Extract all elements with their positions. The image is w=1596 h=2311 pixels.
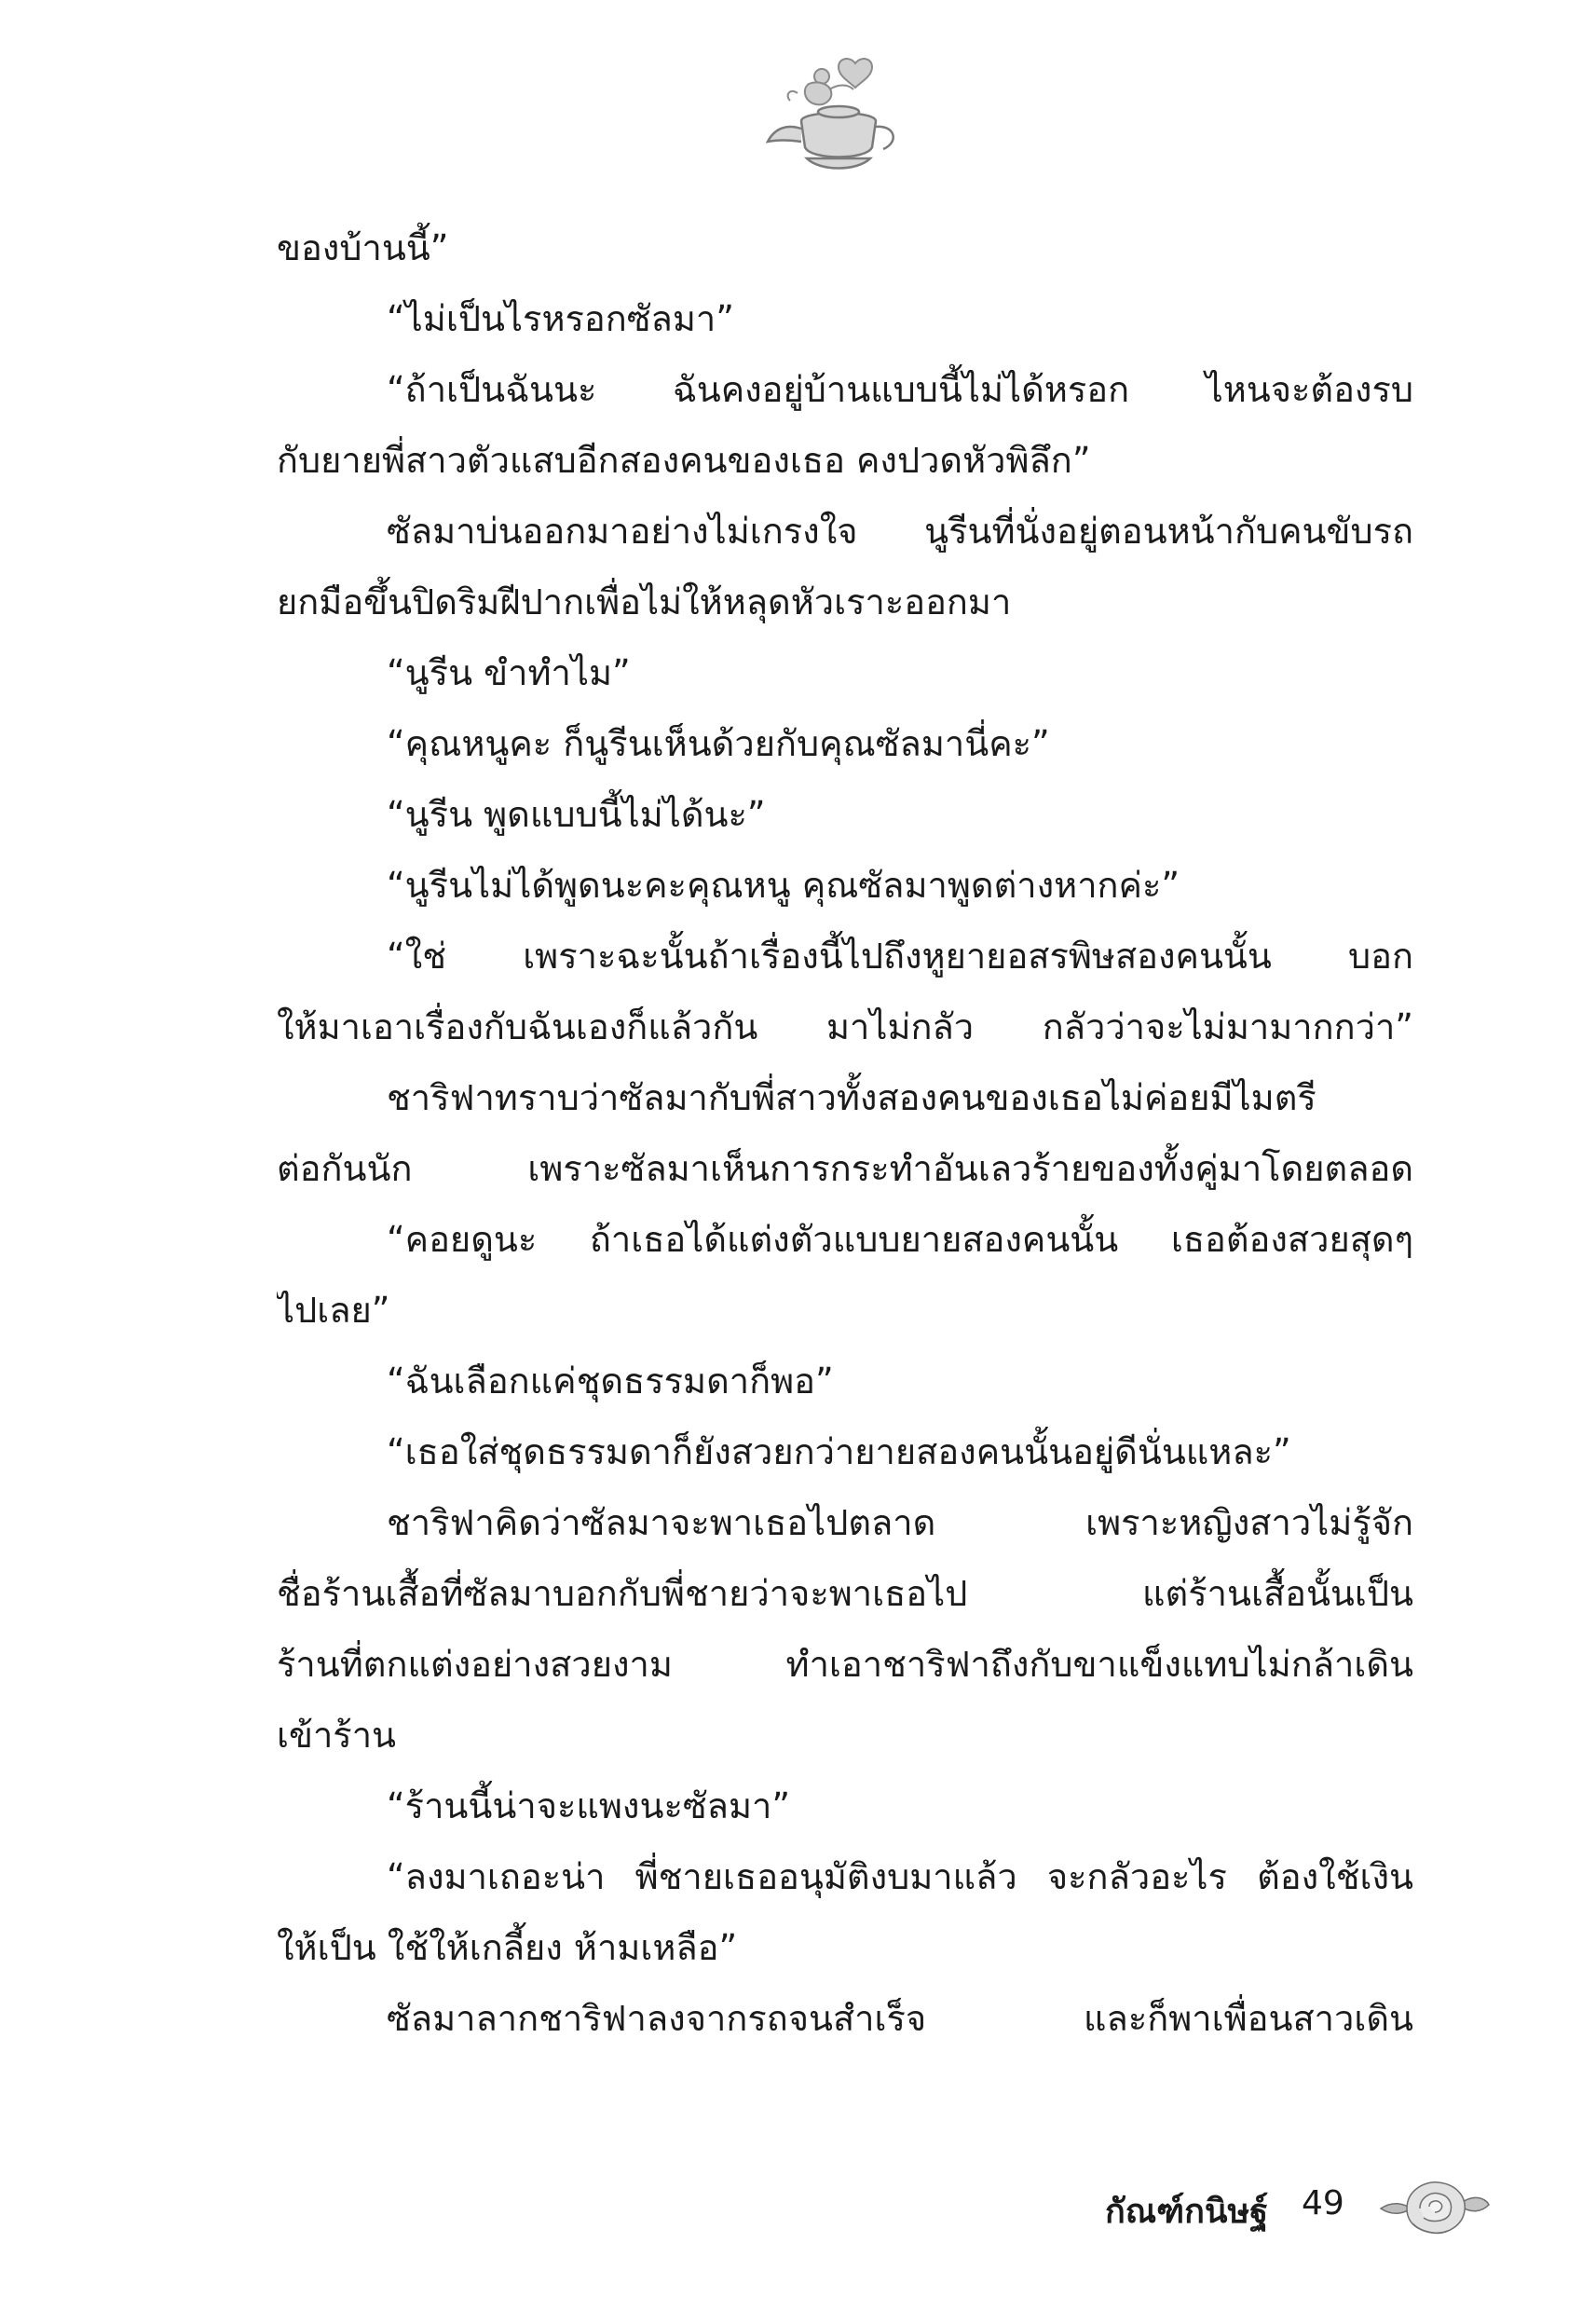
text-line: “เธอใส่ชุดธรรมดาก็ยังสวยกว่ายายสองคนนั้นอยู่ดีนั่นแหละ” xyxy=(387,1431,1291,1472)
text-line: ร้านที่ตกแต่งอย่างสวยงาม ทำเอาชาริฟาถึงกับขาแข็งแทบไม่กล้าเดิน xyxy=(277,1644,1413,1685)
text-line: ไปเลย” xyxy=(277,1290,390,1331)
text-line: ต่อกันนัก เพราะซัลมาเห็นการกระทำอันเลวร้ายของทั้งคู่มาโดยตลอด xyxy=(277,1148,1413,1189)
text-line: ให้เป็น ใช้ให้เกลี้ยง ห้ามเหลือ” xyxy=(277,1927,738,1968)
text-line: ซัลมาลากชาริฟาลงจากรถจนสำเร็จ และก็พาเพื่อนสาวเดิน xyxy=(387,1998,1413,2039)
text-line: “ใช่ เพราะฉะนั้นถ้าเรื่องนี้ไปถึงหูยายอสรพิษสองคนนั้น บอก xyxy=(387,936,1413,977)
text-line: “นูรีน ขำทำไม” xyxy=(387,652,631,693)
page-number: 49 xyxy=(1302,2184,1344,2222)
text-line: เข้าร้าน xyxy=(277,1715,397,1756)
text-line: “ลงมาเถอะน่า พี่ชายเธออนุมัติงบมาแล้ว จะกลัวอะไร ต้องใช้เงิน xyxy=(387,1856,1413,1897)
page-footer xyxy=(1071,2171,1500,2246)
body-text xyxy=(277,212,1413,2054)
text-line: “นูรีนไม่ได้พูดนะคะคุณหนู คุณซัลมาพูดต่างหากค่ะ” xyxy=(387,865,1180,906)
text-line: ซัลมาบ่นออกมาอย่างไม่เกรงใจ นูรีนที่นั่งอยู่ตอนหน้ากับคนขับรถ xyxy=(387,511,1413,552)
text-line: ชาริฟาทราบว่าซัลมากับพี่สาวทั้งสองคนของเธอไม่ค่อยมีไมตรี xyxy=(387,1077,1316,1118)
text-line: กับยายพี่สาวตัวแสบอีกสองคนของเธอ คงปวดหัวพิลึก” xyxy=(277,440,1091,481)
text-line: “ฉันเลือกแค่ชุดธรรมดาก็พอ” xyxy=(387,1361,834,1402)
text-line: “คุณหนูคะ ก็นูรีนเห็นด้วยกับคุณซัลมานี่คะ” xyxy=(387,723,1050,764)
text-line: ยกมือขึ้นปิดริมฝีปากเพื่อไม่ให้หลุดหัวเราะออกมา xyxy=(277,581,1012,622)
text-line: “ไม่เป็นไรหรอกซัลมา” xyxy=(387,298,734,339)
text-line: “นูรีน พูดแบบนี้ไม่ได้นะ” xyxy=(387,794,766,835)
text-line: ให้มาเอาเรื่องกับฉันเองก็แล้วกัน มาไม่กลัว กลัวว่าจะไม่มามากกว่า” xyxy=(277,1006,1413,1047)
text-line: “ร้านนี้น่าจะแพงนะซัลมา” xyxy=(387,1785,791,1826)
rose-icon xyxy=(1379,2177,1491,2238)
text-line: ชื่อร้านเสื้อที่ซัลมาบอกกับพี่ชายว่าจะพาเธอไป แต่ร้านเสื้อนั้นเป็น xyxy=(277,1573,1413,1614)
text-line: ชาริฟาคิดว่าซัลมาจะพาเธอไปตลาด เพราะหญิงสาวไม่รู้จัก xyxy=(387,1502,1413,1543)
text-line: “ถ้าเป็นฉันนะ ฉันคงอยู่บ้านแบบนี้ไม่ได้หรอก ไหนจะต้องรบ xyxy=(387,369,1413,410)
text-line: ของบ้านนี้” xyxy=(277,227,449,268)
text-line: “คอยดูนะ ถ้าเธอได้แต่งตัวแบบยายสองคนนั้น เธอต้องสวยสุดๆ xyxy=(387,1219,1413,1260)
book-title: กัณฑ์กนิษฐ์ xyxy=(1105,2193,1269,2231)
teapot-with-cherub-ornament-icon xyxy=(764,56,913,177)
